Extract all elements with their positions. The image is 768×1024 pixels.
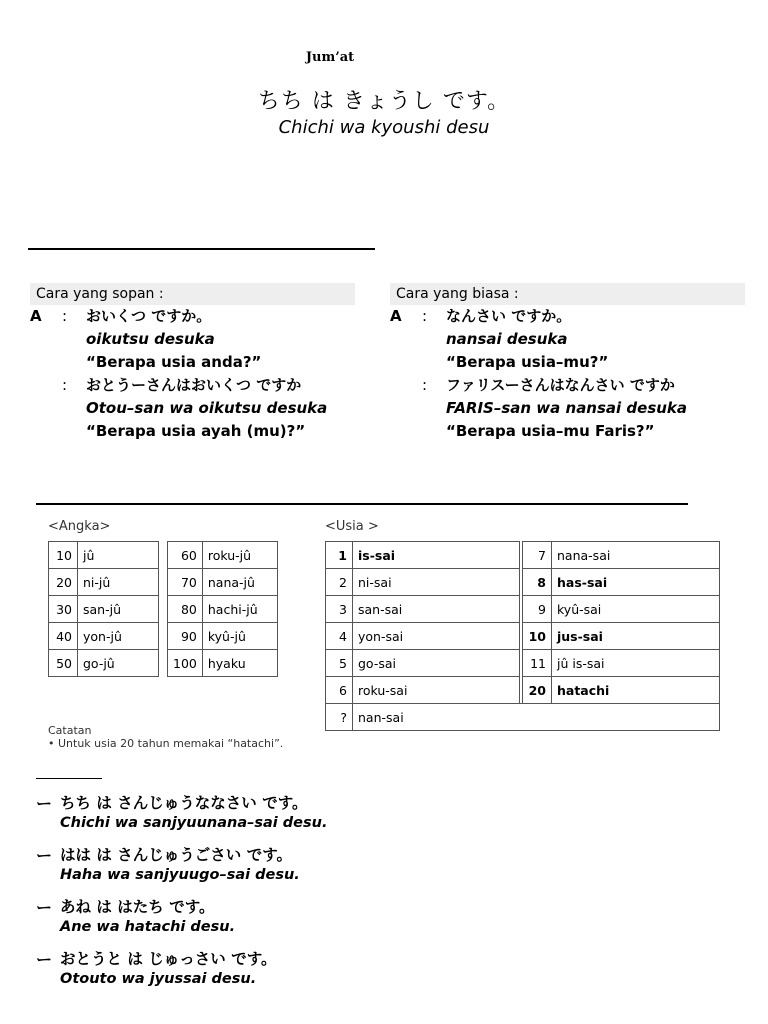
number-cell: 100 xyxy=(168,650,203,677)
casual-line xyxy=(390,420,745,443)
example-romaji: Chichi wa sanjyuunana–sai desu. xyxy=(60,815,328,831)
age-reading-cell: nan-sai xyxy=(353,704,720,731)
age-number-cell: ? xyxy=(326,704,353,731)
dash-marker: ー xyxy=(36,794,53,813)
line-text: なんさい ですか。 xyxy=(446,307,572,325)
title-japanese: ちち は きょうし です。 xyxy=(257,89,511,114)
divider-short xyxy=(36,778,102,779)
age-reading-cell: jus-sai xyxy=(552,623,720,650)
casual-line xyxy=(390,328,745,351)
reading-cell: ni-jû xyxy=(78,569,159,596)
table-row xyxy=(326,650,720,677)
number-cell: 80 xyxy=(168,596,203,623)
casual-heading: Cara yang biasa : xyxy=(390,283,745,305)
polite-line xyxy=(30,420,355,443)
angka-table-left xyxy=(48,541,159,677)
colon: : xyxy=(62,376,68,394)
example-japanese: あね は はたち です。 xyxy=(60,898,215,916)
note xyxy=(48,724,283,750)
usia-label: <Usia > xyxy=(325,519,379,534)
reading-cell: san-jû xyxy=(78,596,159,623)
table-row xyxy=(168,623,278,650)
age-number-cell: 20 xyxy=(523,677,552,704)
table-row xyxy=(326,569,720,596)
angka-label: <Angka> xyxy=(48,519,111,534)
age-number-cell: 2 xyxy=(326,569,353,596)
colon: : xyxy=(422,376,428,394)
example-romaji: Haha wa sanjyuugo–sai desu. xyxy=(60,867,300,883)
age-reading-cell: hatachi xyxy=(552,677,720,704)
age-reading-cell: ni-sai xyxy=(353,569,520,596)
line-text: おいくつ ですか。 xyxy=(86,307,212,325)
table-row xyxy=(49,542,159,569)
example-romaji: Otouto wa jyussai desu. xyxy=(60,971,257,987)
age-number-cell: 4 xyxy=(326,623,353,650)
examples-list xyxy=(36,791,536,999)
dash-marker: ー xyxy=(36,898,53,917)
day-label: Jum’at xyxy=(305,50,355,65)
table-row xyxy=(326,623,720,650)
age-reading-cell: kyû-sai xyxy=(552,596,720,623)
angka-table-right xyxy=(167,541,278,677)
colon: : xyxy=(422,307,428,325)
number-cell: 90 xyxy=(168,623,203,650)
table-row xyxy=(326,596,720,623)
colon: : xyxy=(62,307,68,325)
number-cell: 30 xyxy=(49,596,78,623)
dash-marker: ー xyxy=(36,950,53,969)
line-text: おとうーさんはおいくつ ですか xyxy=(86,376,302,394)
reading-cell: yon-jû xyxy=(78,623,159,650)
line-text: “Berapa usia ayah (mu)?” xyxy=(86,422,306,440)
polite-line xyxy=(30,374,355,397)
example-item xyxy=(36,947,536,999)
casual-lines xyxy=(390,305,745,443)
age-reading-cell: roku-sai xyxy=(353,677,520,704)
age-reading-cell: has-sai xyxy=(552,569,720,596)
speaker-label: A xyxy=(390,307,402,325)
reading-cell: roku-jû xyxy=(202,542,277,569)
age-reading-cell: jû is-sai xyxy=(552,650,720,677)
casual-line xyxy=(390,374,745,397)
note-title: Catatan xyxy=(48,724,92,737)
line-text: oikutsu desuka xyxy=(86,330,215,348)
age-number-cell: 1 xyxy=(326,542,353,569)
table-row xyxy=(49,623,159,650)
example-romaji: Ane wa hatachi desu. xyxy=(60,919,236,935)
example-item xyxy=(36,895,536,947)
table-row xyxy=(168,596,278,623)
divider-middle xyxy=(36,503,688,505)
age-reading-cell: san-sai xyxy=(353,596,520,623)
table-row xyxy=(168,542,278,569)
table-row xyxy=(49,569,159,596)
casual-section xyxy=(390,283,745,443)
line-text: “Berapa usia–mu?” xyxy=(446,353,609,371)
table-row xyxy=(326,542,720,569)
polite-line xyxy=(30,351,355,374)
age-number-cell: 6 xyxy=(326,677,353,704)
table-row xyxy=(49,596,159,623)
example-japanese: はは は さんじゅうごさい です。 xyxy=(60,846,292,864)
example-item xyxy=(36,791,536,843)
table-row xyxy=(49,650,159,677)
polite-line xyxy=(30,305,355,328)
divider-top xyxy=(28,248,375,250)
age-number-cell: 8 xyxy=(523,569,552,596)
age-number-cell: 10 xyxy=(523,623,552,650)
polite-line xyxy=(30,397,355,420)
casual-line xyxy=(390,397,745,420)
table-row xyxy=(168,569,278,596)
number-cell: 60 xyxy=(168,542,203,569)
polite-line xyxy=(30,328,355,351)
line-text: “Berapa usia–mu Faris?” xyxy=(446,422,655,440)
reading-cell: hyaku xyxy=(202,650,277,677)
line-text: Otou–san wa oikutsu desuka xyxy=(86,399,328,417)
age-reading-cell: go-sai xyxy=(353,650,520,677)
polite-heading: Cara yang sopan : xyxy=(30,283,355,305)
number-cell: 40 xyxy=(49,623,78,650)
age-number-cell: 5 xyxy=(326,650,353,677)
line-text: FARIS–san wa nansai desuka xyxy=(446,399,688,417)
example-japanese: ちち は さんじゅうななさい です。 xyxy=(60,794,308,812)
polite-lines xyxy=(30,305,355,443)
line-text: nansai desuka xyxy=(446,330,568,348)
reading-cell: hachi-jû xyxy=(202,596,277,623)
age-number-cell: 9 xyxy=(523,596,552,623)
line-text: ファリスーさんはなんさい ですか xyxy=(446,376,675,394)
number-cell: 70 xyxy=(168,569,203,596)
age-number-cell: 7 xyxy=(523,542,552,569)
number-cell: 10 xyxy=(49,542,78,569)
age-reading-cell: yon-sai xyxy=(353,623,520,650)
title-romaji: Chichi wa kyoushi desu xyxy=(278,117,490,138)
line-text: “Berapa usia anda?” xyxy=(86,353,262,371)
number-cell: 50 xyxy=(49,650,78,677)
age-reading-cell: nana-sai xyxy=(552,542,720,569)
table-row xyxy=(168,650,278,677)
usia-table xyxy=(325,541,720,731)
casual-line xyxy=(390,305,745,328)
number-cell: 20 xyxy=(49,569,78,596)
speaker-label: A xyxy=(30,307,42,325)
reading-cell: go-jû xyxy=(78,650,159,677)
example-japanese: おとうと は じゅっさい です。 xyxy=(60,950,277,968)
age-number-cell: 3 xyxy=(326,596,353,623)
age-number-cell: 11 xyxy=(523,650,552,677)
reading-cell: kyû-jû xyxy=(202,623,277,650)
age-reading-cell: is-sai xyxy=(353,542,520,569)
table-row xyxy=(326,677,720,704)
dash-marker: ー xyxy=(36,846,53,865)
reading-cell: jû xyxy=(78,542,159,569)
table-row xyxy=(326,704,720,731)
note-text: • Untuk usia 20 tahun memakai “hatachi”. xyxy=(48,737,284,750)
example-item xyxy=(36,843,536,895)
polite-section xyxy=(30,283,355,443)
casual-line xyxy=(390,351,745,374)
reading-cell: nana-jû xyxy=(202,569,277,596)
